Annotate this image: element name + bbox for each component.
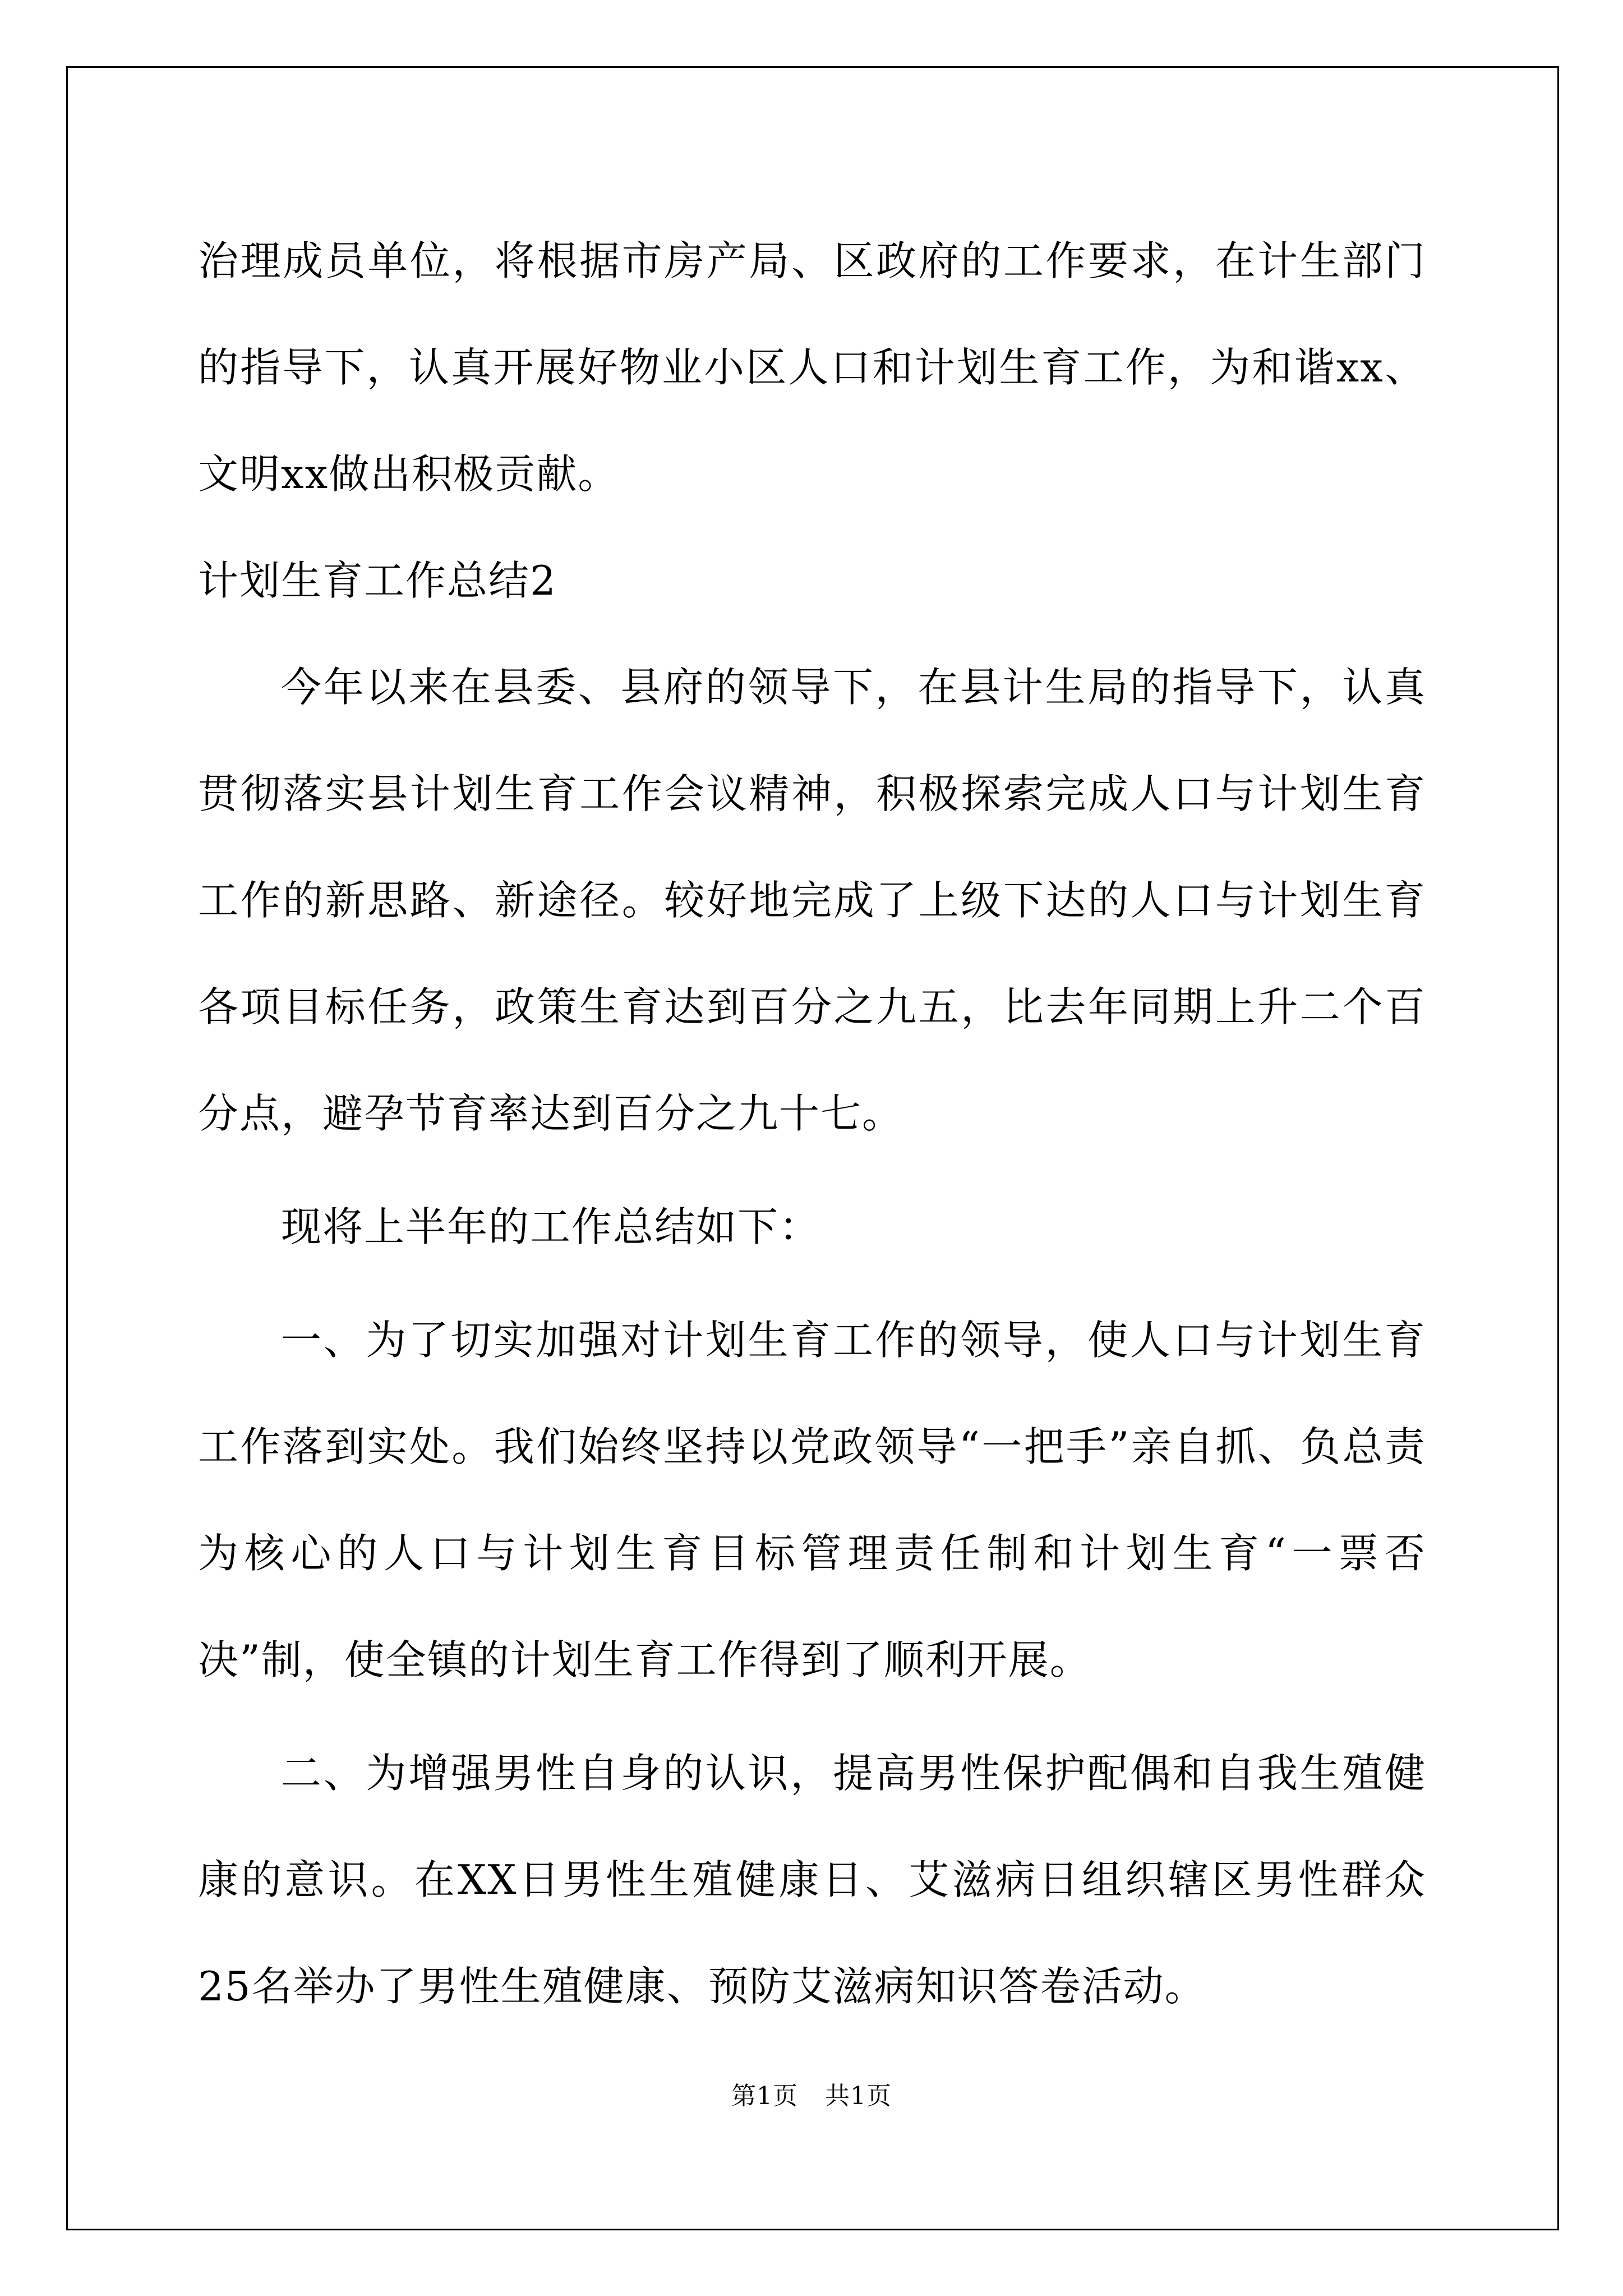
paragraph: 今年以来在县委、县府的领导下，在县计生局的指导下，认真贯彻落实县计划生育工作会议精神，积极探索完成人口与计划生育工作的新思路、新途径。较好地完成了上级下达的人口与计划生育各项目标任务，政策生育达到百分之九五，比去年同期上升二个百分点，避孕节育率达到百分之九十七。 xyxy=(198,664,1426,1137)
section-heading: 计划生育工作总结2 xyxy=(198,557,557,604)
document-body xyxy=(198,208,1426,2040)
paragraph: 二、为增强男性自身的认识，提高男性保护配偶和自我生殖健康的意识。在XX日男性生殖健康日、艾滋病日组织辖区男性群众25名举办了男性生殖健康、预防艾滋病知识答卷活动。 xyxy=(198,1750,1426,2010)
page-footer xyxy=(0,2076,1623,2111)
page-total: 共1页 xyxy=(825,2082,892,2110)
page-number: 第1页 xyxy=(731,2082,798,2110)
paragraph: 现将上半年的工作总结如下： xyxy=(281,1203,821,1250)
paragraph: 一、为了切实加强对计划生育工作的领导，使人口与计划生育工作落到实处。我们始终坚持以党政领导“一把手”亲自抓、负总责为核心的人口与计划生育目标管理责任制和计划生育“一票否决”制，使全镇的计划生育工作得到了顺利开展。 xyxy=(198,1317,1426,1683)
paragraph: 治理成员单位，将根据市房产局、区政府的工作要求，在计生部门的指导下，认真开展好物业小区人口和计划生育工作，为和谐xx、文明xx做出积极贡献。 xyxy=(198,237,1426,498)
